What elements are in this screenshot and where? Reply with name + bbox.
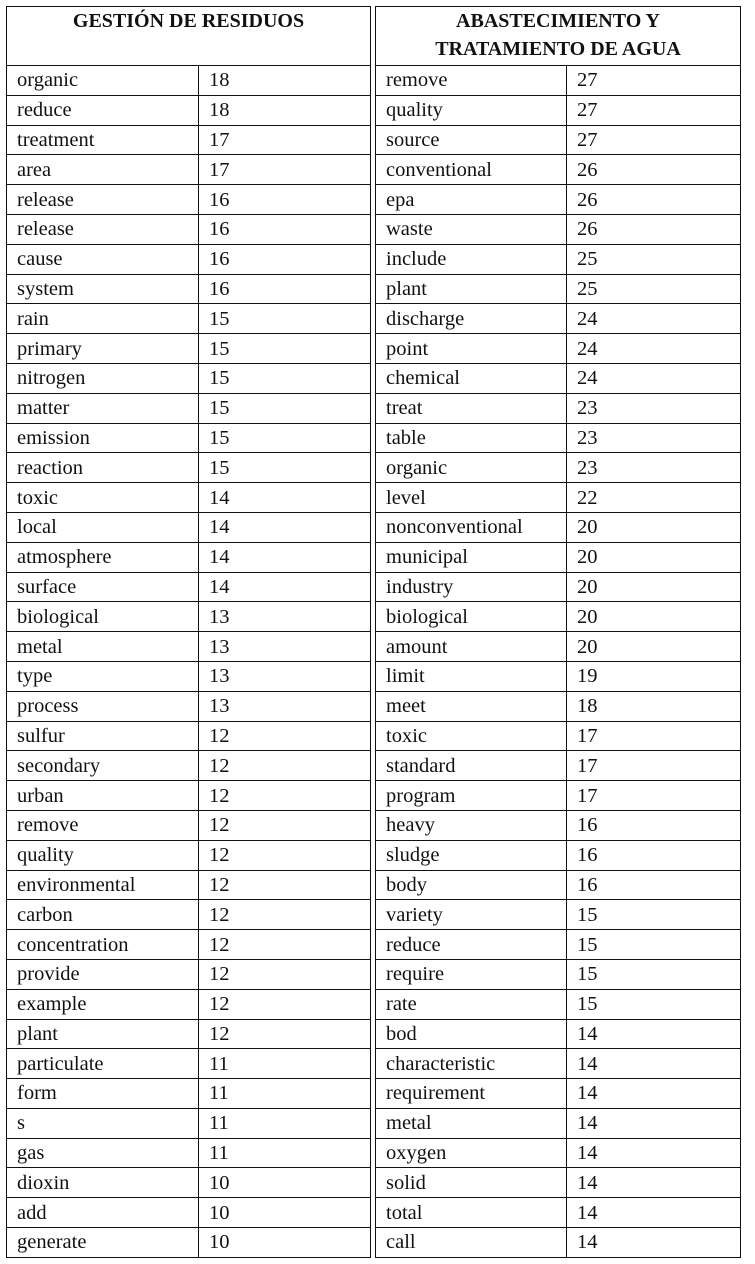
table-row	[7, 989, 371, 1019]
table-row	[376, 214, 741, 244]
term-cell: toxic	[7, 483, 199, 513]
table-row	[376, 1108, 741, 1138]
term-cell: meet	[376, 691, 567, 721]
term-cell: s	[7, 1108, 199, 1138]
frequency-cell: 20	[567, 542, 741, 572]
term-cell: discharge	[376, 304, 567, 334]
table-row	[376, 423, 741, 453]
table-row	[7, 363, 371, 393]
term-cell: requirement	[376, 1079, 567, 1109]
frequency-cell: 20	[567, 572, 741, 602]
frequency-cell: 11	[199, 1049, 371, 1079]
frequency-cell: 17	[567, 781, 741, 811]
table-row	[376, 512, 741, 542]
frequency-cell: 14	[567, 1228, 741, 1258]
waste-management-table	[6, 6, 371, 1258]
frequency-cell: 10	[199, 1168, 371, 1198]
term-cell: epa	[376, 185, 567, 215]
frequency-cell: 23	[567, 423, 741, 453]
table-row	[376, 1049, 741, 1079]
term-cell: program	[376, 781, 567, 811]
frequency-cell: 15	[199, 334, 371, 364]
term-cell: level	[376, 483, 567, 513]
table-row	[376, 661, 741, 691]
frequency-cell: 12	[199, 959, 371, 989]
term-cell: source	[376, 125, 567, 155]
table-row	[376, 155, 741, 185]
table-row	[7, 304, 371, 334]
water-treatment-table	[375, 6, 741, 1258]
table-row	[7, 393, 371, 423]
frequency-cell: 12	[199, 840, 371, 870]
frequency-cell: 15	[567, 900, 741, 930]
frequency-cell: 18	[199, 95, 371, 125]
term-cell: require	[376, 959, 567, 989]
table-row	[376, 602, 741, 632]
table-row	[7, 1079, 371, 1109]
frequency-cell: 14	[199, 542, 371, 572]
table-row	[7, 930, 371, 960]
term-cell: reduce	[376, 930, 567, 960]
term-cell: type	[7, 661, 199, 691]
term-cell: surface	[7, 572, 199, 602]
frequency-cell: 11	[199, 1108, 371, 1138]
frequency-cell: 16	[567, 810, 741, 840]
frequency-cell: 16	[567, 870, 741, 900]
frequency-cell: 12	[199, 781, 371, 811]
frequency-cell: 12	[199, 989, 371, 1019]
term-cell: release	[7, 185, 199, 215]
term-cell: metal	[7, 632, 199, 662]
term-cell: concentration	[7, 930, 199, 960]
term-cell: municipal	[376, 542, 567, 572]
table-row	[7, 1228, 371, 1258]
table-row	[7, 334, 371, 364]
frequency-cell: 15	[567, 959, 741, 989]
frequency-cell: 16	[199, 244, 371, 274]
frequency-cell: 14	[567, 1019, 741, 1049]
frequency-cell: 15	[567, 930, 741, 960]
frequency-cell: 16	[199, 185, 371, 215]
frequency-cell: 12	[199, 930, 371, 960]
table-row	[7, 959, 371, 989]
term-cell: metal	[376, 1108, 567, 1138]
term-cell: call	[376, 1228, 567, 1258]
frequency-cell: 17	[199, 125, 371, 155]
term-cell: reaction	[7, 453, 199, 483]
table-row	[7, 512, 371, 542]
table-row	[376, 483, 741, 513]
term-cell: environmental	[7, 870, 199, 900]
term-cell: nitrogen	[7, 363, 199, 393]
table-row	[7, 1168, 371, 1198]
frequency-cell: 12	[199, 751, 371, 781]
term-cell: atmosphere	[7, 542, 199, 572]
term-cell: nonconventional	[376, 512, 567, 542]
table-row	[7, 1138, 371, 1168]
table-row	[7, 721, 371, 751]
table-row	[376, 1138, 741, 1168]
term-cell: industry	[376, 572, 567, 602]
table-row	[376, 1228, 741, 1258]
frequency-cell: 27	[567, 95, 741, 125]
table-row	[376, 930, 741, 960]
term-cell: carbon	[7, 900, 199, 930]
frequency-cell: 24	[567, 334, 741, 364]
term-cell: total	[376, 1198, 567, 1228]
term-cell: waste	[376, 214, 567, 244]
frequency-cell: 20	[567, 602, 741, 632]
term-cell: limit	[376, 661, 567, 691]
table-row	[7, 870, 371, 900]
term-cell: urban	[7, 781, 199, 811]
term-cell: rain	[7, 304, 199, 334]
frequency-cell: 26	[567, 214, 741, 244]
table-row	[7, 453, 371, 483]
table-row	[376, 334, 741, 364]
frequency-cell: 13	[199, 661, 371, 691]
frequency-cell: 27	[567, 125, 741, 155]
table-row	[376, 1079, 741, 1109]
table-row	[376, 66, 741, 96]
term-cell: characteristic	[376, 1049, 567, 1079]
table-row	[376, 1168, 741, 1198]
term-cell: organic	[376, 453, 567, 483]
frequency-cell: 22	[567, 483, 741, 513]
term-cell: provide	[7, 959, 199, 989]
frequency-cell: 15	[567, 989, 741, 1019]
table-row	[7, 66, 371, 96]
table-row	[376, 363, 741, 393]
frequency-cell: 18	[567, 691, 741, 721]
frequency-cell: 17	[567, 721, 741, 751]
table-row	[7, 632, 371, 662]
term-cell: remove	[7, 810, 199, 840]
term-cell: solid	[376, 1168, 567, 1198]
term-cell: body	[376, 870, 567, 900]
term-cell: gas	[7, 1138, 199, 1168]
term-cell: generate	[7, 1228, 199, 1258]
term-cell: area	[7, 155, 199, 185]
term-cell: variety	[376, 900, 567, 930]
frequency-cell: 19	[567, 661, 741, 691]
table-row	[7, 1198, 371, 1228]
frequency-cell: 12	[199, 900, 371, 930]
frequency-cell: 14	[567, 1108, 741, 1138]
table-row	[7, 691, 371, 721]
term-cell: emission	[7, 423, 199, 453]
term-cell: dioxin	[7, 1168, 199, 1198]
term-cell: treat	[376, 393, 567, 423]
table-row	[7, 1108, 371, 1138]
frequency-cell: 15	[199, 453, 371, 483]
frequency-cell: 14	[199, 512, 371, 542]
table-row	[376, 959, 741, 989]
table-row	[376, 721, 741, 751]
frequency-cell: 12	[199, 810, 371, 840]
frequency-cell: 20	[567, 512, 741, 542]
table-row	[376, 572, 741, 602]
table-row	[376, 542, 741, 572]
term-cell: table	[376, 423, 567, 453]
term-cell: sludge	[376, 840, 567, 870]
table-row	[7, 781, 371, 811]
table-row	[376, 1198, 741, 1228]
frequency-cell: 14	[567, 1198, 741, 1228]
term-cell: matter	[7, 393, 199, 423]
table-row	[7, 185, 371, 215]
table-row	[376, 274, 741, 304]
term-cell: add	[7, 1198, 199, 1228]
table-row	[7, 900, 371, 930]
tables-container	[6, 6, 741, 1258]
term-cell: system	[7, 274, 199, 304]
term-cell: quality	[376, 95, 567, 125]
term-cell: heavy	[376, 810, 567, 840]
table-header: ABASTECIMIENTO Y TRATAMIENTO DE AGUA	[376, 7, 741, 66]
frequency-cell: 12	[199, 870, 371, 900]
term-cell: primary	[7, 334, 199, 364]
table-row	[376, 751, 741, 781]
term-cell: secondary	[7, 751, 199, 781]
term-cell: plant	[376, 274, 567, 304]
term-cell: biological	[376, 602, 567, 632]
table-row	[376, 840, 741, 870]
term-cell: reduce	[7, 95, 199, 125]
frequency-cell: 13	[199, 632, 371, 662]
term-cell: chemical	[376, 363, 567, 393]
frequency-cell: 23	[567, 453, 741, 483]
frequency-cell: 26	[567, 155, 741, 185]
table-row	[376, 185, 741, 215]
frequency-cell: 15	[199, 423, 371, 453]
frequency-cell: 26	[567, 185, 741, 215]
frequency-cell: 15	[199, 393, 371, 423]
table-row	[7, 1019, 371, 1049]
table-row	[7, 602, 371, 632]
table-row	[376, 1019, 741, 1049]
term-cell: release	[7, 214, 199, 244]
table-row	[376, 870, 741, 900]
table-row	[7, 214, 371, 244]
table-row	[7, 155, 371, 185]
frequency-cell: 14	[567, 1079, 741, 1109]
table-row	[7, 244, 371, 274]
table-row	[7, 661, 371, 691]
table-row	[376, 125, 741, 155]
term-cell: quality	[7, 840, 199, 870]
table-row	[376, 244, 741, 274]
frequency-cell: 13	[199, 602, 371, 632]
frequency-cell: 16	[567, 840, 741, 870]
frequency-cell: 24	[567, 304, 741, 334]
term-cell: amount	[376, 632, 567, 662]
term-cell: oxygen	[376, 1138, 567, 1168]
frequency-cell: 24	[567, 363, 741, 393]
frequency-cell: 15	[199, 363, 371, 393]
table-row	[376, 632, 741, 662]
frequency-cell: 20	[567, 632, 741, 662]
table-row	[7, 95, 371, 125]
table-row	[376, 691, 741, 721]
term-cell: sulfur	[7, 721, 199, 751]
table-row	[7, 751, 371, 781]
term-cell: rate	[376, 989, 567, 1019]
table-row	[376, 900, 741, 930]
term-cell: form	[7, 1079, 199, 1109]
frequency-cell: 14	[567, 1168, 741, 1198]
frequency-cell: 14	[199, 483, 371, 513]
table-row	[7, 483, 371, 513]
table-row	[376, 989, 741, 1019]
term-cell: biological	[7, 602, 199, 632]
term-cell: treatment	[7, 125, 199, 155]
term-cell: local	[7, 512, 199, 542]
frequency-cell: 11	[199, 1138, 371, 1168]
term-cell: cause	[7, 244, 199, 274]
frequency-cell: 10	[199, 1198, 371, 1228]
table-row	[7, 423, 371, 453]
table-row	[376, 810, 741, 840]
frequency-cell: 11	[199, 1079, 371, 1109]
table-row	[376, 304, 741, 334]
table-header-row	[376, 7, 741, 66]
term-cell: organic	[7, 66, 199, 96]
table-row	[7, 572, 371, 602]
term-cell: plant	[7, 1019, 199, 1049]
table-row	[7, 274, 371, 304]
frequency-cell: 27	[567, 66, 741, 96]
term-cell: conventional	[376, 155, 567, 185]
table-row	[7, 542, 371, 572]
table-row	[7, 810, 371, 840]
frequency-cell: 17	[567, 751, 741, 781]
term-cell: include	[376, 244, 567, 274]
table-row	[376, 95, 741, 125]
table-row	[7, 840, 371, 870]
term-cell: point	[376, 334, 567, 364]
frequency-cell: 15	[199, 304, 371, 334]
table-row	[376, 453, 741, 483]
frequency-cell: 17	[199, 155, 371, 185]
term-cell: bod	[376, 1019, 567, 1049]
frequency-cell: 25	[567, 244, 741, 274]
frequency-cell: 18	[199, 66, 371, 96]
table-header-row	[7, 7, 371, 66]
term-cell: standard	[376, 751, 567, 781]
frequency-cell: 12	[199, 721, 371, 751]
table-row	[7, 125, 371, 155]
frequency-cell: 16	[199, 214, 371, 244]
frequency-cell: 14	[567, 1138, 741, 1168]
term-cell: toxic	[376, 721, 567, 751]
frequency-cell: 14	[567, 1049, 741, 1079]
term-cell: example	[7, 989, 199, 1019]
frequency-cell: 16	[199, 274, 371, 304]
table-header: GESTIÓN DE RESIDUOS	[7, 7, 371, 66]
frequency-cell: 23	[567, 393, 741, 423]
term-cell: remove	[376, 66, 567, 96]
table-row	[376, 781, 741, 811]
frequency-cell: 12	[199, 1019, 371, 1049]
frequency-cell: 13	[199, 691, 371, 721]
frequency-cell: 14	[199, 572, 371, 602]
term-cell: particulate	[7, 1049, 199, 1079]
table-row	[376, 393, 741, 423]
frequency-cell: 25	[567, 274, 741, 304]
term-cell: process	[7, 691, 199, 721]
frequency-cell: 10	[199, 1228, 371, 1258]
table-row	[7, 1049, 371, 1079]
